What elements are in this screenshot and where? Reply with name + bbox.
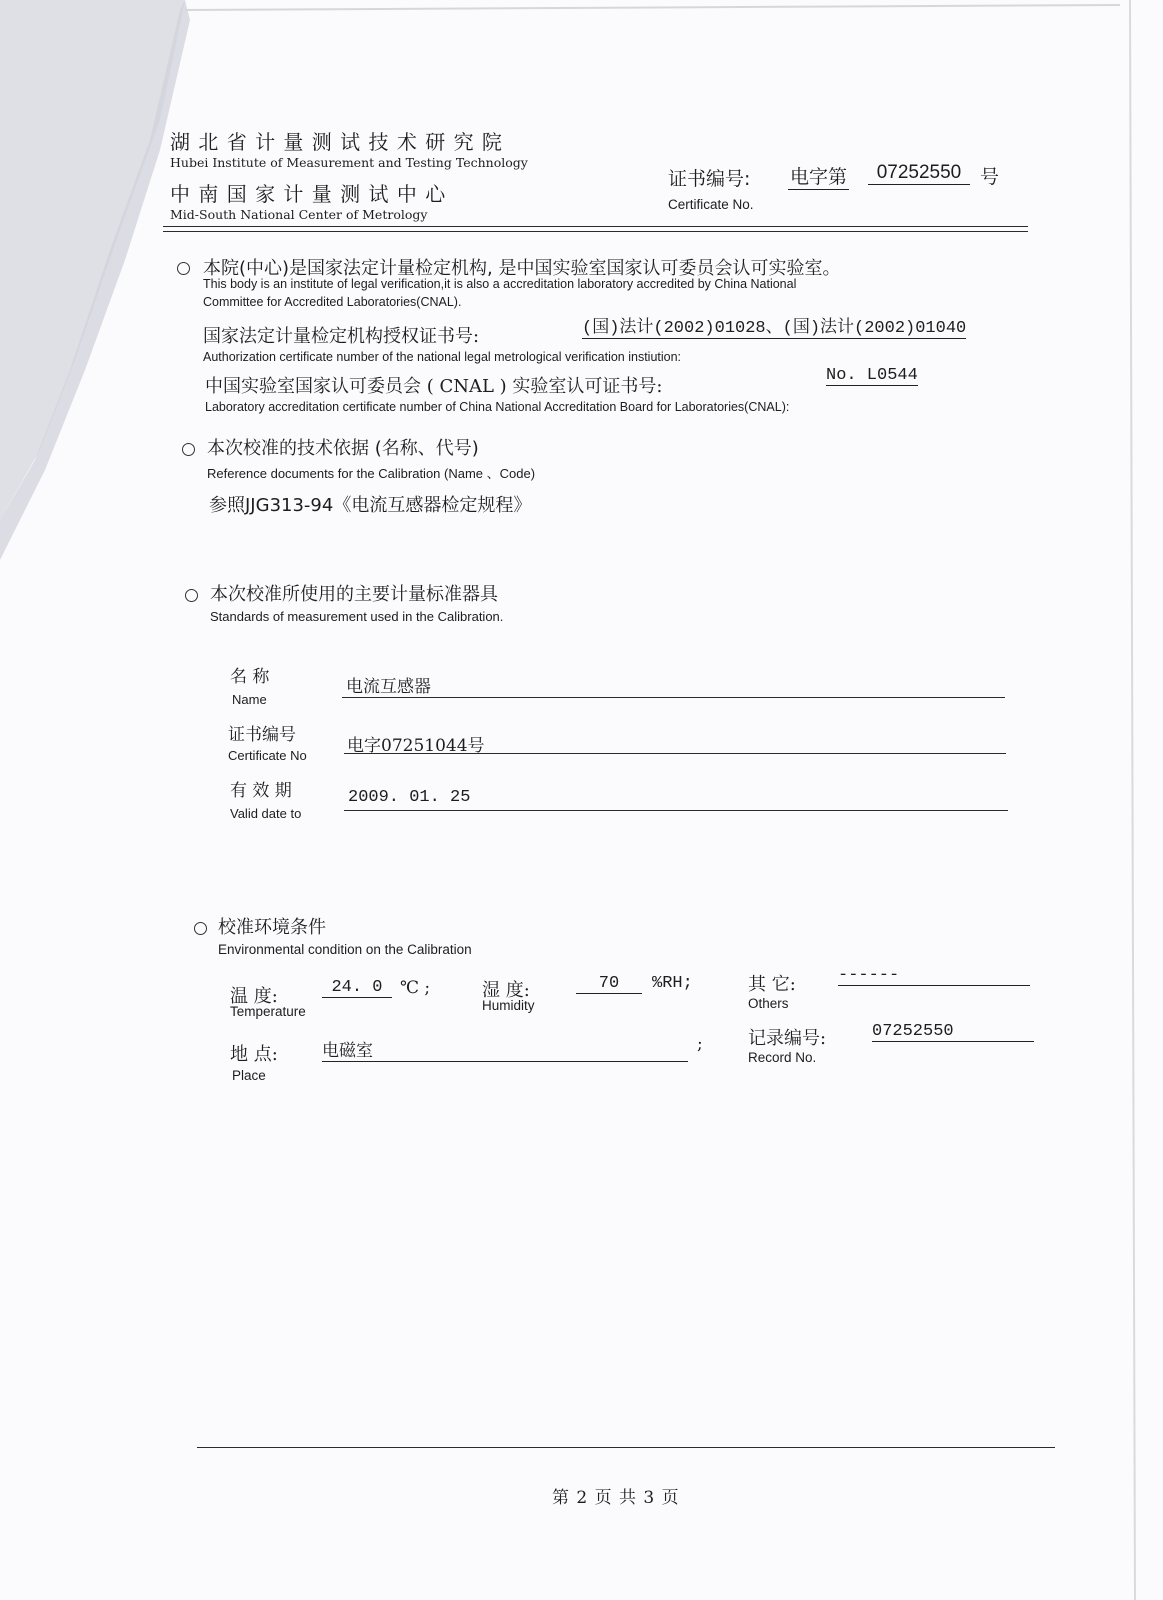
std-certno-value: 电字07251044号 [347,736,485,756]
record-label-en: Record No. [748,1050,817,1065]
std-certno-label-cn: 证书编号 [228,725,296,745]
center-name-cn: 中 南 国 家 计 量 测 试 中 心 [170,182,447,206]
place-label-en: Place [232,1068,266,1083]
certificate-suffix: 号 [980,166,1000,188]
header-divider-bottom [163,231,1028,232]
cnal-number: No. L0544 [826,366,918,385]
footer-divider [197,1447,1055,1448]
std-certno-label-en: Certificate No [228,748,307,763]
humidity-label-cn: 湿 度: [482,980,530,1001]
reference-title-cn: 本次校准的技术依据 (名称、代号) [207,438,479,459]
reference-value: 参照JJG313-94《电流互感器检定规程》 [209,495,532,516]
temperature-label-cn: 温 度: [230,986,278,1007]
accreditation-statement-en-1: This body is an institute of legal verification,it is also a accreditation laboratory accredited by China National [203,277,797,291]
std-certno-underline [344,753,1006,754]
std-valid-label-cn: 有 效 期 [230,781,292,801]
environment-title-cn: 校准环境条件 [218,917,326,938]
std-name-value: 电流互感器 [346,677,431,697]
others-value: ------ [838,966,1030,986]
header-divider-top [163,226,1028,227]
certificate-label-cn: 证书编号: [668,168,751,190]
others-label-cn: 其 它: [748,974,796,995]
institute-name-cn: 湖 北 省 计 量 测 试 技 术 研 究 院 [170,130,503,154]
center-name-en: Mid-South National Center of Metrology [170,207,428,222]
institute-name-en: Hubei Institute of Measurement and Testing Technology [170,155,528,170]
cnal-label-cn: 中国实验室国家认可委员会 ( CNAL ) 实验室认可证书号: [205,376,663,397]
std-valid-underline [344,810,1008,811]
bullet-icon [182,443,195,456]
accreditation-statement-en-2: Committee for Accredited Laboratories(CNAL). [203,295,462,309]
std-valid-label-en: Valid date to [230,806,302,821]
temperature-value: 24. 0 [322,978,392,998]
place-label-cn: 地 点: [230,1044,278,1065]
accreditation-statement-cn: 本院(中心)是国家法定计量检定机构, 是中国实验室国家认可委员会认可实验室。 [203,258,841,279]
place-value: 电磁室 [322,1036,688,1062]
temperature-label-en: Temperature [230,1004,306,1019]
humidity-label-en: Humidity [482,998,535,1013]
certificate-label-en: Certificate No. [668,197,754,212]
standards-title-en: Standards of measurement used in the Calibration. [210,609,504,624]
reference-title-en: Reference documents for the Calibration (Name 、Code) [207,466,536,481]
others-label-en: Others [748,996,789,1011]
std-name-label-en: Name [232,692,267,707]
std-name-underline [342,697,1005,698]
standards-title-cn: 本次校准所使用的主要计量标准器具 [210,584,498,605]
certificate-number: 07252550 [868,162,970,185]
page-number: 第 2 页 共 3 页 [552,1488,680,1508]
authorization-number: (国)法计(2002)01028、(国)法计(2002)01040 [582,312,966,339]
temperature-unit: ℃ ; [400,978,431,998]
bullet-icon [177,262,190,275]
std-valid-value: 2009. 01. 25 [348,788,471,807]
authorization-label-cn: 国家法定计量检定机构授权证书号: [203,326,480,347]
bullet-icon [185,589,198,602]
record-number: 07252550 [872,1022,1034,1042]
certificate-prefix: 电字第 [788,162,849,190]
std-name-label-cn: 名 称 [230,667,270,687]
record-label-cn: 记录编号: [748,1028,827,1049]
place-separator: ; [697,1034,703,1054]
authorization-label-en: Authorization certificate number of the national legal metrological verification instiution: [203,350,682,364]
environment-title-en: Environmental condition on the Calibration [218,942,472,957]
humidity-unit: %RH; [652,974,693,993]
cnal-label-en: Laboratory accreditation certificate number of China National Accreditation Board for Laboratories(CNAL): [205,400,790,414]
bullet-icon [194,922,207,935]
humidity-value: 70 [576,974,642,994]
